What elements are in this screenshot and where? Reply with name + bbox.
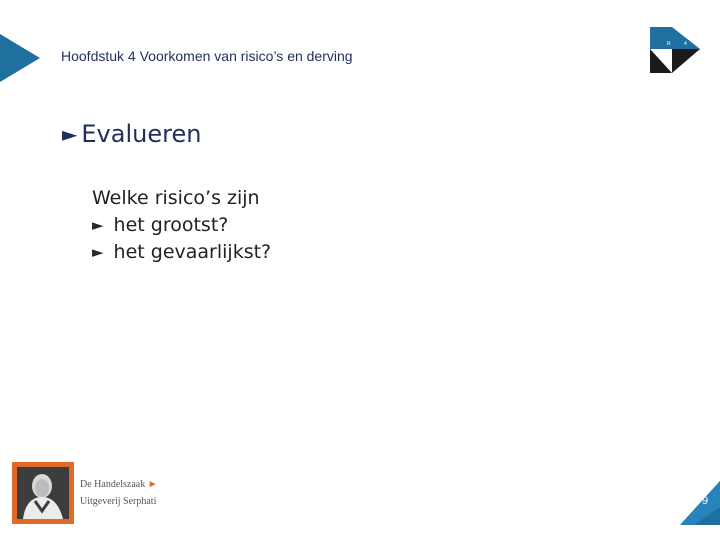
- content-bullet: [92, 212, 271, 239]
- content-block: [92, 185, 271, 266]
- logo-text: [80, 476, 158, 510]
- logo-mark-icon: ►: [147, 479, 158, 490]
- bullet-text: het grootst?: [113, 214, 229, 236]
- badge-letter-r: R: [667, 41, 671, 47]
- heading-bullet-icon: ►: [62, 122, 78, 146]
- bullet-triangle-icon: ►: [92, 243, 104, 261]
- logo-line2: Uitgeverij Serphati: [80, 496, 157, 507]
- publisher-logo: [12, 462, 158, 524]
- section-heading: [62, 120, 201, 148]
- portrait-logo-icon: [12, 462, 74, 524]
- content-bullet: [92, 239, 271, 266]
- page-number-badge-icon: [680, 481, 720, 525]
- bullet-text: het gevaarlijkst?: [113, 241, 272, 263]
- bullet-triangle-icon: ►: [92, 216, 104, 234]
- section-heading-text: Evalueren: [81, 120, 202, 148]
- chapter-badge-icon: [650, 27, 700, 73]
- badge-letter-4: 4: [684, 41, 687, 47]
- chapter-title: Hoofdstuk 4 Voorkomen van risico’s en derving: [61, 48, 353, 64]
- logo-line1: De Handelszaak: [80, 479, 146, 490]
- page-number: 9: [702, 495, 709, 507]
- content-intro: Welke risico’s zijn: [92, 187, 260, 209]
- left-arrow-icon: [0, 34, 40, 82]
